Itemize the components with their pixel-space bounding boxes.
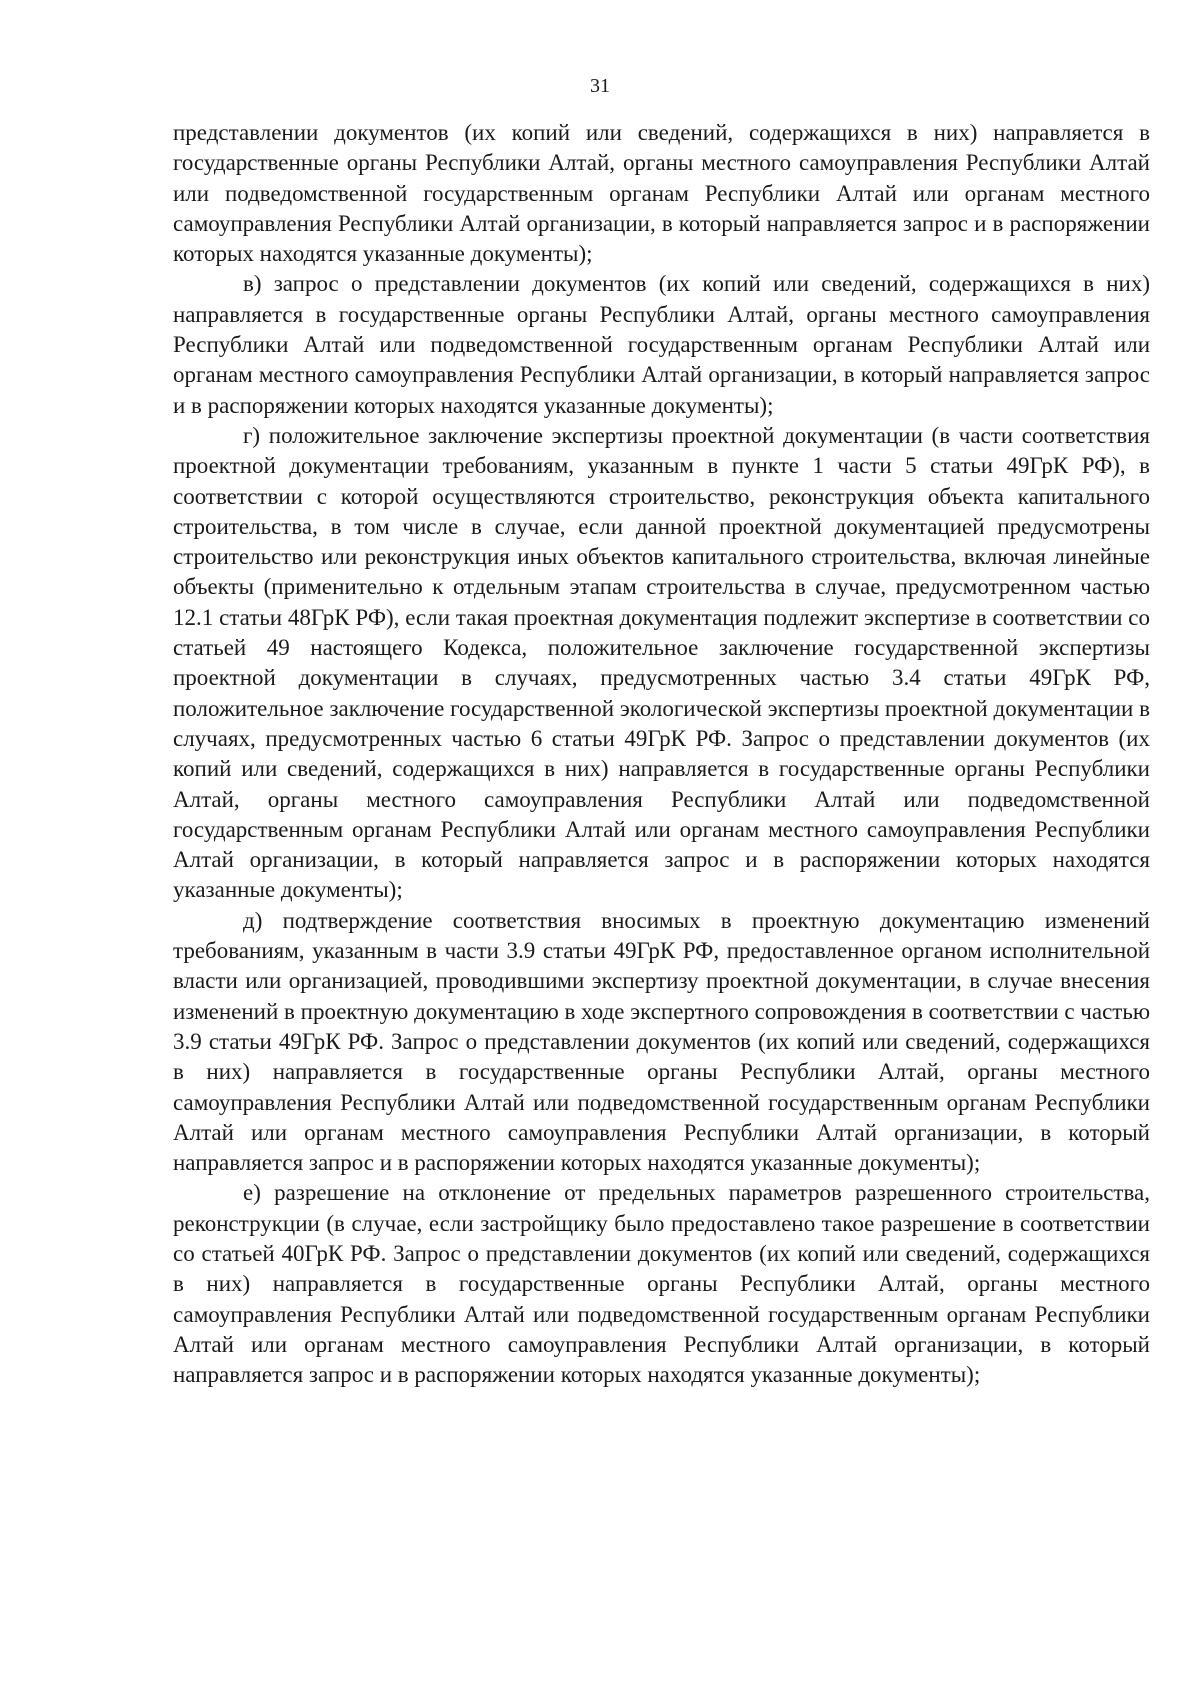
document-body <box>173 118 1150 1390</box>
paragraph-item-e: е) разрешение на отклонение от предельных параметров разрешенного строительства, реконструкции (в случае, если застройщику было предоставлено такое разрешение в соответствии со статьей 40ГрК РФ. Запрос о представлении документов (их копий или сведений, содержащихся в них) направляется в государственные органы Республики Алтай, органы местного самоуправления Республики Алтай или подведомственной государственным органам Республики Алтай или органам местного самоуправления Республики Алтай организации, в который направляется запрос и в распоряжении которых находятся указанные документы); <box>173 1180 1150 1388</box>
paragraph-item-d: д) подтверждение соответствия вносимых в проектную документацию изменений требованиям, указанным в части 3.9 статьи 49ГрК РФ, предоставленное органом исполнительной власти или организацией, проводившими экспертизу проектной документации, в случае внесения изменений в проектную документацию в ходе экспертного сопровождения в соответствии с частью 3.9 статьи 49ГрК РФ. Запрос о представлении документов (их копий или сведений, содержащихся в них) направляется в государственные органы Республики Алтай, органы местного самоуправления Республики Алтай или подведомственной государственным органам Республики Алтай или органам местного самоуправления Республики Алтай организации, в который направляется запрос и в распоряжении которых находятся указанные документы); <box>173 907 1150 1176</box>
page-number: 31 <box>590 75 610 97</box>
paragraph-item-v: в) запрос о представлении документов (их копий или сведений, содержащихся в них) направляется в государственные органы Республики Алтай, органы местного самоуправления Республики Алтай или подведомственной государственным органам Республики Алтай или органам местного самоуправления Республики Алтай организации, в который направляется запрос и в распоряжении которых находятся указанные документы); <box>173 271 1150 418</box>
paragraph-item-g: г) положительное заключение экспертизы проектной документации (в части соответствия проектной документации требованиям, указанным в пункте 1 части 5 статьи 49ГрК РФ), в соответствии с которой осуществляются строительство, реконструкция объекта капитального строительства, в том числе в случае, если данной проектной документацией предусмотрены строительство или реконструкция иных объектов капитального строительства, включая линейные объекты (применительно к отдельным этапам строительства в случае, предусмотренном частью 12.1 статьи 48ГрК РФ), если такая проектная документация подлежит экспертизе в соответствии со статьей 49 настоящего Кодекса, положительное заключение государственной экспертизы проектной документации в случаях, предусмотренных частью 3.4 статьи 49ГрК РФ, положительное заключение государственной экологической экспертизы проектной документации в случаях, предусмотренных частью 6 статьи 49ГрК РФ. Запрос о представлении документов (их копий или сведений, содержащихся в них) направляется в государственные органы Республики Алтай, органы местного самоуправления Республики Алтай или подведомственной государственным органам Республики Алтай или органам местного самоуправления Республики Алтай организации, в который направляется запрос и в распоряжении которых находятся указанные документы); <box>173 422 1150 903</box>
paragraph-continuation: представлении документов (их копий или сведений, содержащихся в них) направляется в государственные органы Республики Алтай, органы местного самоуправления Республики Алтай или подведомственной государственным органам Республики Алтай или органам местного самоуправления Республики Алтай организации, в который направляется запрос и в распоряжении которых находятся указанные документы); <box>173 120 1150 267</box>
